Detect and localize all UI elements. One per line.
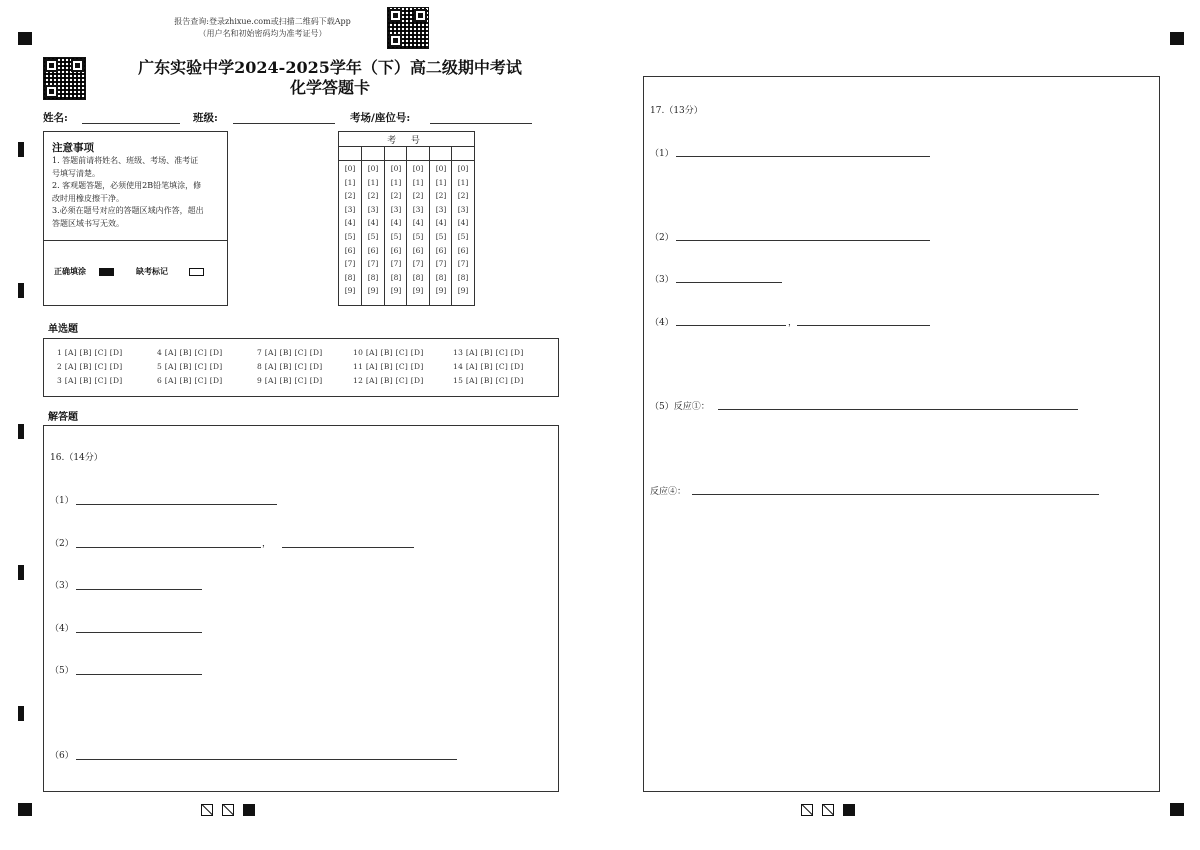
exam-digit-bubble[interactable]: [0] — [367, 164, 379, 173]
exam-digit-bubble[interactable]: [1] — [435, 177, 447, 187]
absent-mark-label: 缺考标记 — [136, 266, 168, 276]
exam-digit-bubble[interactable]: [3] — [457, 204, 469, 214]
notes-item: 1. 答题前请将姓名、班级、考场、准考证 — [52, 156, 199, 165]
exam-digit-bubble[interactable]: [6] — [390, 245, 402, 255]
q17-reaction4-label: 反应④： — [650, 487, 687, 497]
q16-part6-answer[interactable] — [76, 759, 457, 760]
notes-list — [52, 155, 224, 230]
q16-part-label: （5） — [50, 666, 74, 676]
name-label: 姓名: — [43, 112, 68, 124]
q17-box — [643, 76, 1160, 792]
exam-digit-bubble[interactable]: [1] — [390, 177, 402, 187]
notes-divider — [44, 240, 227, 241]
exam-digit-bubble[interactable]: [9] — [412, 286, 424, 296]
page-mark-crossed — [801, 804, 813, 816]
exam-digit-bubble[interactable]: [6] — [412, 245, 424, 255]
report-notice-line1: 报告查询:登录zhixue.com或扫描二维码下载App — [174, 17, 351, 26]
exam-digit-bubble[interactable]: [5] — [457, 231, 469, 241]
exam-digit-bubble[interactable]: [7] — [435, 259, 447, 269]
choice-question[interactable]: 15 [A] [B] [C] [D] — [453, 376, 524, 385]
choice-question[interactable]: 4 [A] [B] [C] [D] — [157, 348, 223, 357]
notes-item: 号填写清楚。 — [52, 168, 100, 178]
report-notice-line2: （用户名和初始密码均为准考证号） — [198, 29, 327, 38]
exam-digit-bubble[interactable]: [9] — [457, 286, 469, 296]
page-mark-crossed — [222, 804, 234, 816]
exam-digit-bubble[interactable]: [2] — [457, 191, 469, 201]
q17-title: 17.（13分） — [650, 106, 703, 116]
choice-question[interactable]: 5 [A] [B] [C] [D] — [157, 362, 223, 371]
choice-question[interactable]: 3 [A] [B] [C] [D] — [57, 376, 123, 385]
exam-digit-bubble[interactable]: [5] — [390, 231, 402, 241]
correct-fill-example — [54, 266, 114, 277]
exam-digit-bubble[interactable]: [5] — [367, 231, 379, 241]
exam-digit-bubble[interactable]: [8] — [435, 272, 447, 282]
exam-digit-bubble[interactable]: [7] — [412, 259, 424, 269]
exam-title: 广东实验中学2024-2025学年（下）高二级期中考试 — [138, 58, 522, 77]
notes-title: 注意事项 — [52, 142, 94, 154]
exam-digit-bubble[interactable]: [2] — [412, 191, 424, 201]
exam-digit-bubble[interactable]: [0] — [390, 164, 402, 173]
timing-mark — [18, 283, 24, 298]
choice-question[interactable]: 10 [A] [B] [C] [D] — [353, 348, 424, 357]
exam-digit-bubble[interactable]: [3] — [367, 204, 379, 214]
exam-digit-bubble[interactable]: [3] — [344, 204, 356, 214]
notes-item: 答题区域书写无效。 — [52, 218, 124, 228]
exam-number-column — [452, 162, 474, 298]
exam-digit-bubble[interactable]: [7] — [367, 259, 379, 269]
subject-title: 化学答题卡 — [289, 78, 370, 97]
q17-part5-label: （5）反应①： — [650, 402, 710, 412]
exam-digit-bubble[interactable]: [8] — [457, 272, 469, 282]
page-mark-solid — [843, 804, 855, 816]
exam-digit-bubble[interactable]: [9] — [435, 286, 447, 296]
registration-mark — [18, 803, 32, 816]
q17-part-label: （1） — [650, 149, 674, 159]
exam-digit-bubble[interactable]: [0] — [344, 164, 356, 173]
exam-digit-bubble[interactable]: [4] — [390, 218, 402, 228]
choice-question[interactable]: 12 [A] [B] [C] [D] — [353, 376, 424, 385]
page-mark-crossed — [822, 804, 834, 816]
choice-question[interactable]: 11 [A] [B] [C] [D] — [353, 362, 424, 371]
q16-part-label: （1） — [50, 496, 74, 506]
qr-code-icon — [43, 57, 86, 100]
exam-digit-bubble[interactable]: [5] — [344, 231, 356, 241]
q17-part4-comma: ， — [788, 318, 798, 328]
choice-question[interactable]: 1 [A] [B] [C] [D] — [57, 348, 123, 357]
exam-number-title: 考 号 — [387, 136, 426, 146]
choice-question[interactable]: 13 [A] [B] [C] [D] — [453, 348, 524, 357]
single-choice-box — [43, 338, 559, 397]
choice-question[interactable]: 8 [A] [B] [C] [D] — [257, 362, 323, 371]
q16-title: 16.（14分） — [50, 453, 103, 463]
exam-digit-bubble[interactable]: [3] — [412, 204, 424, 214]
q17-part-label: （3） — [650, 275, 674, 285]
q17-reaction4-answer[interactable] — [692, 494, 1099, 495]
exam-digit-bubble[interactable]: [0] — [435, 164, 447, 173]
q16-part3-answer[interactable] — [76, 589, 202, 590]
q17-part4-answer-a[interactable] — [676, 325, 786, 326]
page-title — [120, 58, 540, 98]
q16-box — [43, 425, 559, 792]
exam-digit-bubble[interactable]: [9] — [367, 286, 379, 296]
exam-number-column — [339, 162, 361, 298]
page-mark-crossed — [201, 804, 213, 816]
exam-digit-bubble[interactable]: [1] — [457, 177, 469, 187]
choice-question[interactable]: 6 [A] [B] [C] [D] — [157, 376, 223, 385]
exam-digit-bubble[interactable]: [2] — [344, 191, 356, 201]
exam-number-column — [362, 162, 384, 298]
q16-part2-comma: ， — [262, 539, 272, 549]
q17-part2-answer[interactable] — [676, 240, 930, 241]
notes-item: 2. 客观题答题，必须使用2B铅笔填涂，修 — [52, 181, 202, 190]
exam-digit-bubble[interactable]: [4] — [367, 218, 379, 228]
q16-part1-answer[interactable] — [76, 504, 277, 505]
exam-number-grid — [338, 131, 475, 306]
filled-box-icon — [99, 268, 114, 276]
notes-item: 3.必须在题号对应的答题区域内作答，超出 — [52, 206, 204, 215]
timing-mark — [18, 706, 24, 721]
exam-digit-bubble[interactable]: [1] — [344, 177, 356, 187]
choice-question[interactable]: 9 [A] [B] [C] [D] — [257, 376, 323, 385]
exam-digit-bubble[interactable]: [7] — [390, 259, 402, 269]
exam-digit-bubble[interactable]: [7] — [457, 259, 469, 269]
exam-digit-bubble[interactable]: [8] — [367, 272, 379, 282]
q16-part4-answer[interactable] — [76, 632, 202, 633]
timing-mark — [18, 424, 24, 439]
correct-fill-label: 正确填涂 — [54, 266, 86, 276]
exam-digit-bubble[interactable]: [1] — [412, 177, 424, 187]
q17-part-label: （4） — [650, 318, 674, 328]
registration-mark — [18, 32, 32, 45]
q16-part-label: （6） — [50, 751, 74, 761]
absent-mark-box[interactable] — [189, 268, 204, 276]
timing-mark — [18, 565, 24, 580]
exam-digit-bubble[interactable]: [2] — [367, 191, 379, 201]
single-choice-title: 单选题 — [48, 324, 78, 335]
q17-part-label: （2） — [650, 233, 674, 243]
class-label: 班级: — [193, 112, 218, 124]
exam-digit-bubble[interactable]: [1] — [367, 177, 379, 187]
exam-digit-bubble[interactable]: [6] — [435, 245, 447, 255]
exam-digit-bubble[interactable]: [6] — [457, 245, 469, 255]
q16-part2-answer-b[interactable] — [282, 547, 414, 548]
q16-part-label: （3） — [50, 581, 74, 591]
q16-part-label: （2） — [50, 539, 74, 549]
seat-label: 考场/座位号: — [350, 112, 411, 124]
exam-digit-bubble[interactable]: [8] — [412, 272, 424, 282]
exam-number-column — [430, 162, 452, 298]
choice-question[interactable]: 7 [A] [B] [C] [D] — [257, 348, 323, 357]
q17-part4-answer-b[interactable] — [797, 325, 930, 326]
exam-digit-bubble[interactable]: [7] — [344, 259, 356, 269]
exam-digit-bubble[interactable]: [9] — [390, 286, 402, 296]
exam-digit-bubble[interactable]: [4] — [435, 218, 447, 228]
choice-question[interactable]: 2 [A] [B] [C] [D] — [57, 362, 123, 371]
exam-digit-bubble[interactable]: [5] — [435, 231, 447, 241]
q16-part-label: （4） — [50, 624, 74, 634]
q17-part1-answer[interactable] — [676, 156, 930, 157]
name-field[interactable] — [82, 123, 180, 124]
exam-digit-bubble[interactable]: [4] — [457, 218, 469, 228]
exam-digit-bubble[interactable]: [4] — [412, 218, 424, 228]
registration-mark — [1170, 803, 1184, 816]
registration-mark — [1170, 32, 1184, 45]
exam-digit-bubble[interactable]: [4] — [344, 218, 356, 228]
absent-mark-example — [136, 266, 204, 277]
exam-digit-bubble[interactable]: [0] — [412, 164, 424, 173]
report-notice — [150, 16, 375, 40]
q17-part3-answer[interactable] — [676, 282, 782, 283]
notes-item: 改时用橡皮擦干净。 — [52, 193, 124, 203]
answers-title: 解答题 — [48, 412, 78, 423]
exam-number-column — [407, 162, 429, 298]
exam-digit-bubble[interactable]: [8] — [344, 272, 356, 282]
exam-digit-bubble[interactable]: [5] — [412, 231, 424, 241]
exam-number-column — [385, 162, 407, 298]
q16-part2-answer-a[interactable] — [76, 547, 261, 548]
qr-code-icon — [387, 7, 429, 49]
exam-digit-bubble[interactable]: [3] — [390, 204, 402, 214]
timing-mark — [18, 142, 24, 157]
exam-digit-bubble[interactable]: [8] — [390, 272, 402, 282]
exam-digit-bubble[interactable]: [6] — [344, 245, 356, 255]
exam-digit-bubble[interactable]: [6] — [367, 245, 379, 255]
q17-part5-answer[interactable] — [718, 409, 1078, 410]
exam-digit-bubble[interactable]: [2] — [390, 191, 402, 201]
seat-field[interactable] — [430, 123, 532, 124]
class-field[interactable] — [233, 123, 335, 124]
choice-question[interactable]: 14 [A] [B] [C] [D] — [453, 362, 524, 371]
exam-digit-bubble[interactable]: [0] — [457, 164, 469, 173]
page-mark-solid — [243, 804, 255, 816]
exam-digit-bubble[interactable]: [3] — [435, 204, 447, 214]
exam-digit-bubble[interactable]: [9] — [344, 286, 356, 296]
q16-part5-answer[interactable] — [76, 674, 202, 675]
notes-box — [43, 131, 228, 306]
exam-digit-bubble[interactable]: [2] — [435, 191, 447, 201]
